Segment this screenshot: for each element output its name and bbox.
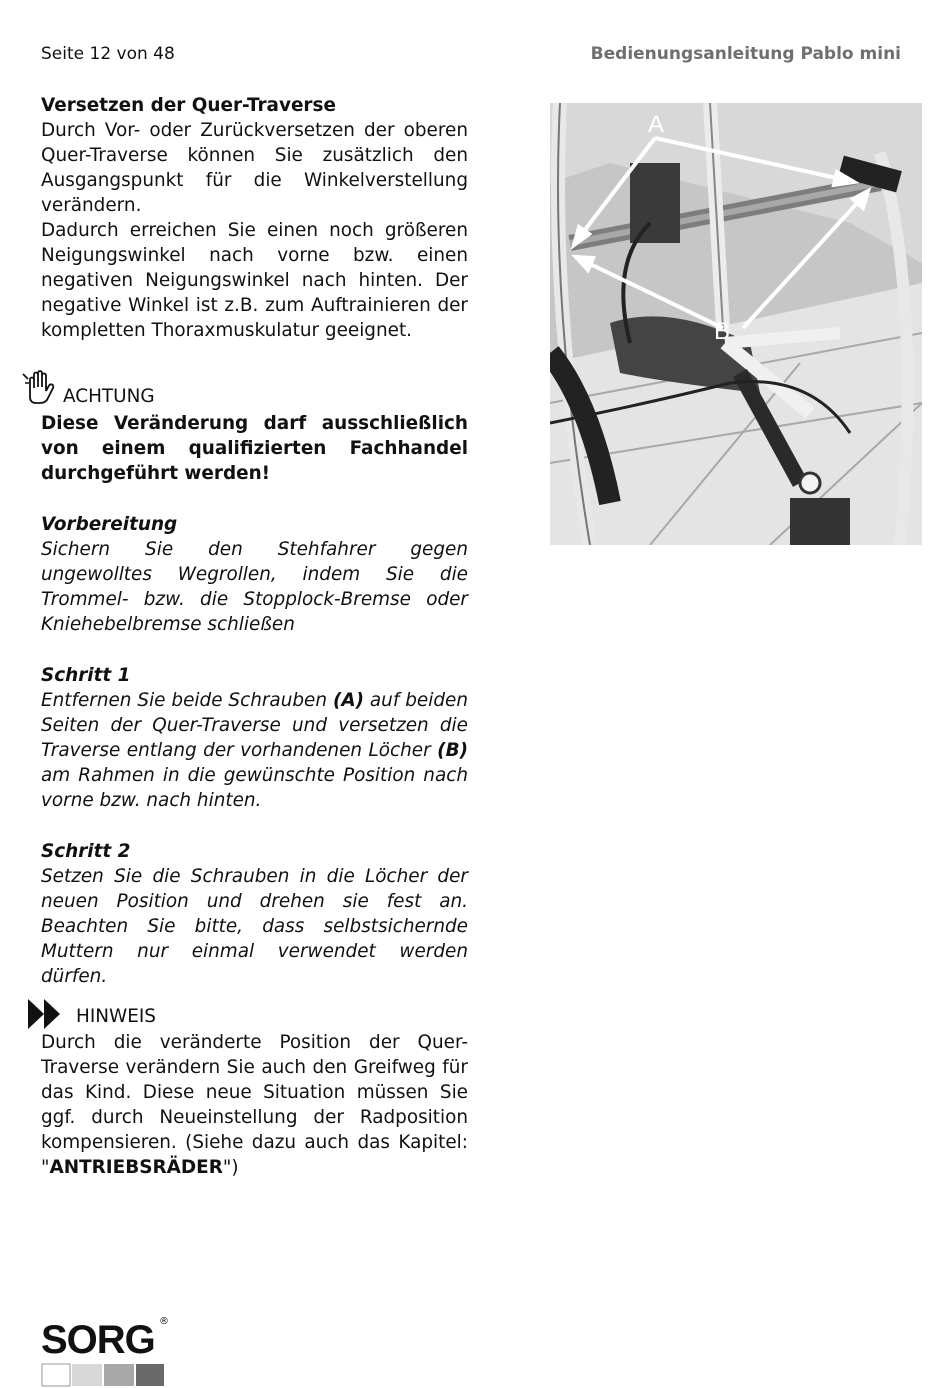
step1-text <box>41 688 468 813</box>
intro-paragraph-1: Durch Vor- oder Zurückversetzen der oberen Quer-Traverse können Sie zusätzlich den Ausgangspunkt für die Winkelverstellung verändern. <box>41 120 468 216</box>
warning-label: ACHTUNG <box>63 386 155 407</box>
hint-block <box>41 1030 468 1180</box>
hint-text-part: Durch die veränderte Position der Quer-Traverse verändern Sie auch den Greifweg für das Kind. Diese neue Situation müssen Sie ggf. durch Neueinstellung der Radposition kompensieren. (Siehe dazu auch das Kapitel: " <box>41 1032 468 1178</box>
section-intro <box>41 93 468 343</box>
step2-heading: Schritt 2 <box>41 841 131 862</box>
hint-text-part: ") <box>222 1157 239 1178</box>
step1-text-part: auf beiden Seiten der Quer-Traverse und versetzen die Traverse entlang der vorhandenen Löcher <box>41 690 468 761</box>
logo-wordmark: SORG <box>41 1318 155 1362</box>
logo-registered-mark: ® <box>159 1316 169 1327</box>
ref-a: (A) <box>332 690 364 711</box>
warning-block <box>41 411 468 486</box>
step1-text-part: Entfernen Sie beide Schrauben <box>41 690 333 711</box>
hint-label: HINWEIS <box>76 1006 156 1027</box>
step1-heading: Schritt 1 <box>41 665 131 686</box>
warning-text: Diese Veränderung darf ausschließlich von einem qualifizierten Fachhandel durchgeführt werden! <box>41 413 468 484</box>
step1-text-part: am Rahmen in die gewünschte Position nach vorne bzw. nach hinten. <box>41 765 468 811</box>
ref-b: (B) <box>437 740 468 761</box>
fast-forward-icon <box>27 998 63 1030</box>
intro-paragraph-2: Dadurch erreichen Sie einen noch größeren Neigungswinkel nach vorne bzw. einen negativen Neigungswinkel nach hinten. Der negative Winkel ist z.B. zum Auftrainieren der kompletten Thoraxmuskulatur geeignet. <box>41 220 468 341</box>
step2-block <box>41 839 468 989</box>
step1-block <box>41 663 468 813</box>
photo-label-b: B <box>714 318 731 345</box>
document-title: Bedienungsanleitung Pablo mini <box>590 44 901 64</box>
section-heading: Versetzen der Quer-Traverse <box>41 95 336 116</box>
step2-text: Setzen Sie die Schrauben in die Löcher der neuen Position und drehen sie fest an. Beachten Sie bitte, dass selbstsichernde Muttern nur einmal verwendet werden dürfen. <box>41 866 468 987</box>
preparation-text: Sichern Sie den Stehfahrer gegen ungewolltes Wegrollen, indem Sie die Trommel- bzw. die Stopplock-Bremse oder Kniehebelbremse schließen <box>41 539 468 635</box>
photo-label-a: A <box>648 111 665 138</box>
frame-photo <box>550 103 922 545</box>
page-number: Seite 12 von 48 <box>41 44 175 64</box>
chapter-reference: ANTRIEBSRÄDER <box>49 1157 223 1178</box>
preparation-block <box>41 512 468 637</box>
preparation-heading: Vorbereitung <box>41 514 178 535</box>
hint-text <box>41 1030 468 1180</box>
hand-stop-icon <box>22 370 58 406</box>
sorg-logo <box>41 1316 171 1388</box>
